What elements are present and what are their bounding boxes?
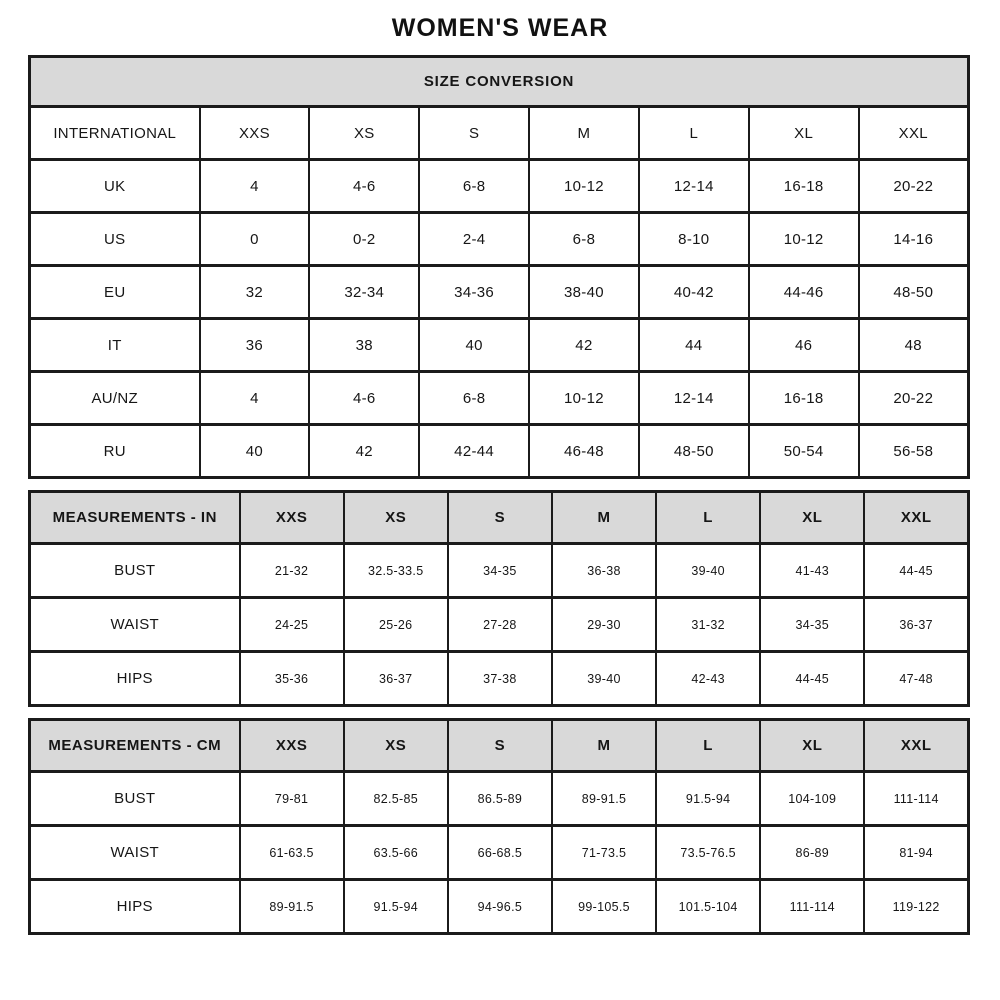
value-cell: 89-91.5 [240,880,344,934]
column-header: L [639,107,749,160]
value-cell: 4-6 [309,160,419,213]
row-label: IT [30,319,200,372]
value-cell: 20-22 [859,372,969,425]
value-cell: 42 [529,319,639,372]
value-cell: 46-48 [529,425,639,478]
value-cell: 91.5-94 [656,772,760,826]
column-header: S [419,107,529,160]
value-cell: 86-89 [760,826,864,880]
value-cell: 56-58 [859,425,969,478]
size-conversion-columns-row [30,107,969,160]
value-cell: 36-37 [344,652,448,706]
value-cell: 40-42 [639,266,749,319]
value-cell: 10-12 [749,213,859,266]
column-header: S [448,720,552,772]
value-cell: 36 [200,319,310,372]
column-header: M [552,720,656,772]
column-header: XL [749,107,859,160]
value-cell: 6-8 [419,160,529,213]
row-label: WAIST [30,826,240,880]
value-cell: 34-36 [419,266,529,319]
value-cell: 6-8 [529,213,639,266]
value-cell: 42 [309,425,419,478]
value-cell: 89-91.5 [552,772,656,826]
value-cell: 0 [200,213,310,266]
value-cell: 35-36 [240,652,344,706]
value-cell: 61-63.5 [240,826,344,880]
value-cell: 34-35 [760,598,864,652]
value-cell: 4 [200,372,310,425]
page-title: WOMEN'S WEAR [391,14,609,42]
measurements-cm-columns-row [30,720,969,772]
value-cell: 66-68.5 [448,826,552,880]
row-label: EU [30,266,200,319]
value-cell: 32 [200,266,310,319]
value-cell: 71-73.5 [552,826,656,880]
table-row [30,213,969,266]
value-cell: 38 [309,319,419,372]
value-cell: 8-10 [639,213,749,266]
value-cell: 50-54 [749,425,859,478]
value-cell: 40 [419,319,529,372]
row-label: RU [30,425,200,478]
value-cell: 0-2 [309,213,419,266]
value-cell: 12-14 [639,160,749,213]
value-cell: 40 [200,425,310,478]
value-cell: 42-44 [419,425,529,478]
value-cell: 41-43 [760,544,864,598]
column-header: XXS [240,720,344,772]
value-cell: 39-40 [552,652,656,706]
column-header: XS [344,720,448,772]
value-cell: 2-4 [419,213,529,266]
column-header: L [656,492,760,544]
value-cell: 44-45 [864,544,968,598]
measurements-in-header: MEASUREMENTS - IN [30,492,240,544]
row-label: UK [30,160,200,213]
table-row [30,544,969,598]
value-cell: 27-28 [448,598,552,652]
value-cell: 44-46 [749,266,859,319]
value-cell: 16-18 [749,160,859,213]
row-label: WAIST [30,598,240,652]
row-label: AU/NZ [30,372,200,425]
value-cell: 21-32 [240,544,344,598]
row-label: HIPS [30,652,240,706]
value-cell: 48-50 [639,425,749,478]
value-cell: 25-26 [344,598,448,652]
value-cell: 63.5-66 [344,826,448,880]
value-cell: 24-25 [240,598,344,652]
measurements-in-columns-row [30,492,969,544]
measurements-cm-table [28,718,970,935]
value-cell: 99-105.5 [552,880,656,934]
value-cell: 111-114 [864,772,968,826]
value-cell: 4-6 [309,372,419,425]
column-header: XXL [859,107,969,160]
value-cell: 20-22 [859,160,969,213]
table-row [30,652,969,706]
value-cell: 36-37 [864,598,968,652]
table-row [30,772,969,826]
value-cell: 82.5-85 [344,772,448,826]
table-row [30,319,969,372]
row-label: HIPS [30,880,240,934]
column-header: XS [344,492,448,544]
column-header: XL [760,492,864,544]
column-header: M [529,107,639,160]
value-cell: 46 [749,319,859,372]
size-conversion-banner-row [30,57,969,107]
value-cell: 48-50 [859,266,969,319]
value-cell: 36-38 [552,544,656,598]
column-header: L [656,720,760,772]
row-label: US [30,213,200,266]
value-cell: 4 [200,160,310,213]
table-row [30,826,969,880]
row-label: BUST [30,772,240,826]
table-row [30,598,969,652]
value-cell: 94-96.5 [448,880,552,934]
table-row [30,266,969,319]
table-row [30,372,969,425]
value-cell: 119-122 [864,880,968,934]
table-row [30,425,969,478]
value-cell: 34-35 [448,544,552,598]
value-cell: 29-30 [552,598,656,652]
column-header: M [552,492,656,544]
column-header: XXL [864,720,968,772]
table-row [30,160,969,213]
value-cell: 10-12 [529,372,639,425]
column-header: XL [760,720,864,772]
value-cell: 86.5-89 [448,772,552,826]
value-cell: 79-81 [240,772,344,826]
value-cell: 31-32 [656,598,760,652]
size-conversion-table [28,55,970,479]
column-header: XXS [240,492,344,544]
value-cell: 47-48 [864,652,968,706]
value-cell: 104-109 [760,772,864,826]
value-cell: 111-114 [760,880,864,934]
value-cell: 6-8 [419,372,529,425]
value-cell: 81-94 [864,826,968,880]
value-cell: 10-12 [529,160,639,213]
value-cell: 12-14 [639,372,749,425]
row-label: BUST [30,544,240,598]
value-cell: 44 [639,319,749,372]
value-cell: 32-34 [309,266,419,319]
value-cell: 91.5-94 [344,880,448,934]
column-header: XXL [864,492,968,544]
column-header: S [448,492,552,544]
value-cell: 32.5-33.5 [344,544,448,598]
value-cell: 44-45 [760,652,864,706]
value-cell: 48 [859,319,969,372]
value-cell: 101.5-104 [656,880,760,934]
value-cell: 16-18 [749,372,859,425]
table-row [30,880,969,934]
measurements-cm-header: MEASUREMENTS - CM [30,720,240,772]
column-header: XXS [200,107,310,160]
value-cell: 37-38 [448,652,552,706]
value-cell: 39-40 [656,544,760,598]
column-header: XS [309,107,419,160]
value-cell: 14-16 [859,213,969,266]
value-cell: 73.5-76.5 [656,826,760,880]
value-cell: 38-40 [529,266,639,319]
size-conversion-header: SIZE CONVERSION [30,57,969,107]
column-header: INTERNATIONAL [30,107,200,160]
measurements-in-table [28,490,970,707]
value-cell: 42-43 [656,652,760,706]
